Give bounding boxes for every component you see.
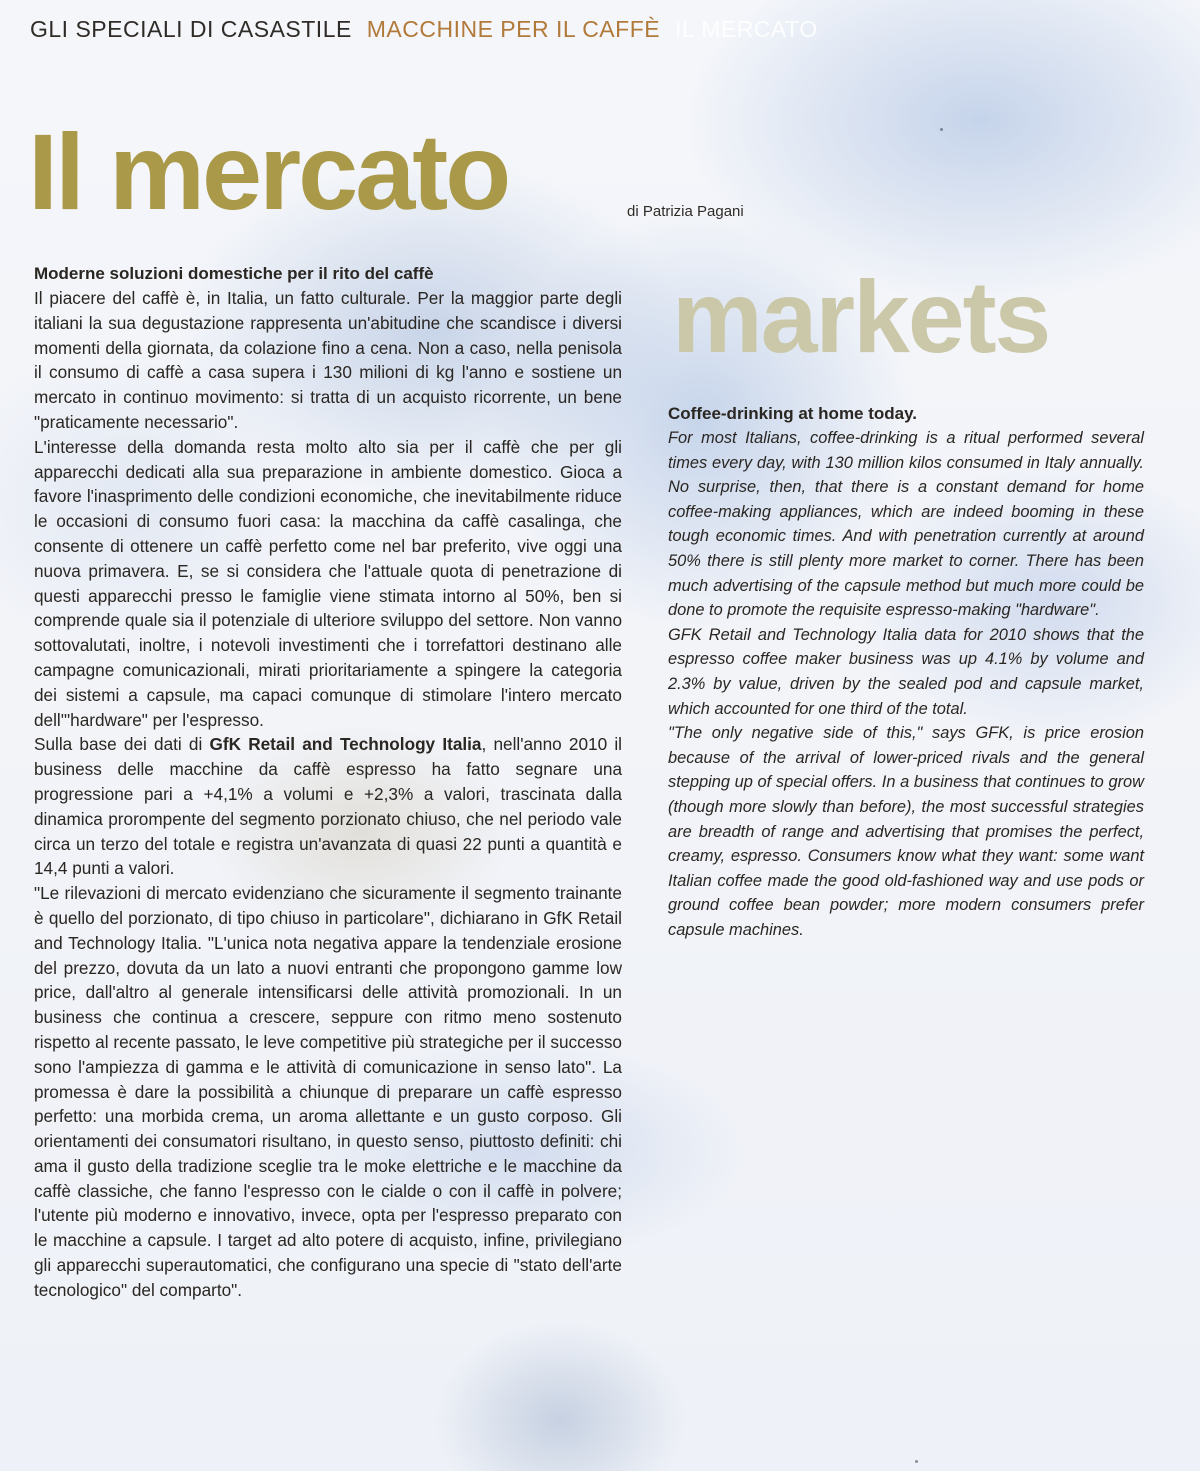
italian-paragraph-4: "Le rilevazioni di mercato evidenziano che sicuramente il segmento trainante è quello del porzionato, di tipo chiuso in particolare", dichiarano in GfK Retail and Technology Italia. "L'unica nota negativa appare la tendenziale erosione del prezzo, dovuta da un lato a nuovi entranti che propongono gamme low price, dall'altro al generale intensificarsi delle attività promozionali. In un business che continua a crescere, seppure con ritmo meno sostenuto rispetto al recente passato, le leve competitive più strategiche per il successo sono l'ampiezza di gamma e le attività di comunicazione in senso lato". La promessa è dare la possibilità a chiunque di preparare un caffè espresso perfetto: una morbida crema, un aroma allettante e un gusto corposo. Gli orientamenti dei consumatori risultano, in questo senso, piuttosto definiti: chi ama il gusto della tradizione sceglie tra le moke elettriche e le macchine da caffè classiche, che fanno l'espresso con le cialde o con il caffè in polvere; l'utente più moderno e innovativo, invece, opta per l'espresso preparato con le macchine a capsule. I target ad alto potere di acquisto, infine, privilegiano gli apparecchi superautomatici, che configurano una specie di "stato dell'arte tecnologico" del comparto".	[34, 883, 622, 1300]
article-title-english: markets	[672, 260, 1050, 374]
print-speck	[940, 128, 943, 131]
italian-paragraph-1: Il piacere del caffè è, in Italia, un fatto culturale. Per la maggior parte degli italiani la sua degustazione rappresenta un'abitudine che scandisce i diversi momenti della giornata, da colazione fino a cena. Non a caso, nella penisola il consumo di caffè a casa supera i 130 milioni di kg l'anno e sostiene un mercato in continuo movimento: si tratta di un acquisto ricorrente, un bene "praticamente necessario".	[34, 288, 622, 432]
italian-column	[34, 264, 622, 1303]
italian-p3-before: Sulla base dei dati di	[34, 734, 210, 755]
italian-paragraph-3	[34, 732, 622, 881]
article-byline: di Patrizia Pagani	[627, 203, 744, 220]
italian-paragraph-2: L'interesse della domanda resta molto alto sia per il caffè che per gli apparecchi dedicati alla sua preparazione in ambiente domestico. Gioca a favore l'inasprimento delle condizioni economiche, che inevitabilmente riduce le occasioni di consumo fuori casa: la macchina da caffè casalinga, che consente di ottenere un caffè perfetto come nel bar preferito, vive oggi una nuova primavera. E, se si considera che l'attuale quota di penetrazione di questi apparecchi presso le famiglie viene stimata intorno al 50%, ben si comprende quale sia il potenziale di ulteriore sviluppo del settore. Non vanno sottovalutati, inoltre, i notevoli investimenti che i torrefattori destinano alle campagne comunicazionali, mirati prioritariamente a spingere la categoria dei sistemi a capsule, ma capaci comunque di stimolare l'intero mercato dell'"hardware" per l'espresso.	[34, 436, 622, 730]
english-paragraph-3: "The only negative side of this," says GFK, is price erosion because of the arrival of lower-priced rivals and the general stepping up of special offers. In a business that continues to grow (though more slowly than before), the most successful strategies are breadth of range and advertising that promises the perfect, creamy, espresso. Consumers know what they want: some want Italian coffee made the good old-fashioned way and use pods or ground coffee bean powder; more modern consumers prefer capsule machines.	[668, 724, 1144, 939]
english-paragraph-1: For most Italians, coffee-drinking is a ritual performed several times every day, with 130 million kilos consumed in Italy annually. No surprise, then, that there is a constant demand for home coffee-making appliances, which are indeed booming in these tough economic times. And with penetration currently at around 50% there is still plenty more market to corner. There has been much advertising of the capsule method but much more could be done to promote the requisite espresso-making "hardware".	[668, 429, 1144, 620]
header-section: GLI SPECIALI DI CASASTILE	[30, 16, 352, 42]
print-speck	[915, 1460, 918, 1463]
article-title: Il mercato	[28, 111, 509, 232]
english-paragraph-2: GFK Retail and Technology Italia data for 2010 shows that the espresso coffee maker business was up 4.1% by volume and 2.3% by value, driven by the sealed pod and capsule market, which accounted for one third of the total.	[668, 625, 1144, 718]
header-subtopic: IL MERCATO	[674, 16, 818, 42]
header-topic: MACCHINE PER IL CAFFÈ	[366, 16, 661, 42]
english-subtitle: Coffee-drinking at home today.	[668, 404, 918, 423]
italian-subtitle: Moderne soluzioni domestiche per il rito del caffè	[34, 264, 434, 283]
english-column	[668, 404, 1144, 942]
italian-p3-highlight: GfK Retail and Technology Italia	[209, 734, 482, 755]
page-header	[30, 16, 818, 43]
italian-p3-after: , nell'anno 2010 il business delle macchine da caffè espresso ha fatto segnare una progressione pari a +4,1% a volumi e +2,3% a valori, trascinata dalla dinamica prorompente del segmento porzionato chiuso, che nel periodo vale circa un terzo del totale e registra un'avanzata di quasi 22 punti a quantità e 14,4 punti a valori.	[34, 734, 622, 879]
